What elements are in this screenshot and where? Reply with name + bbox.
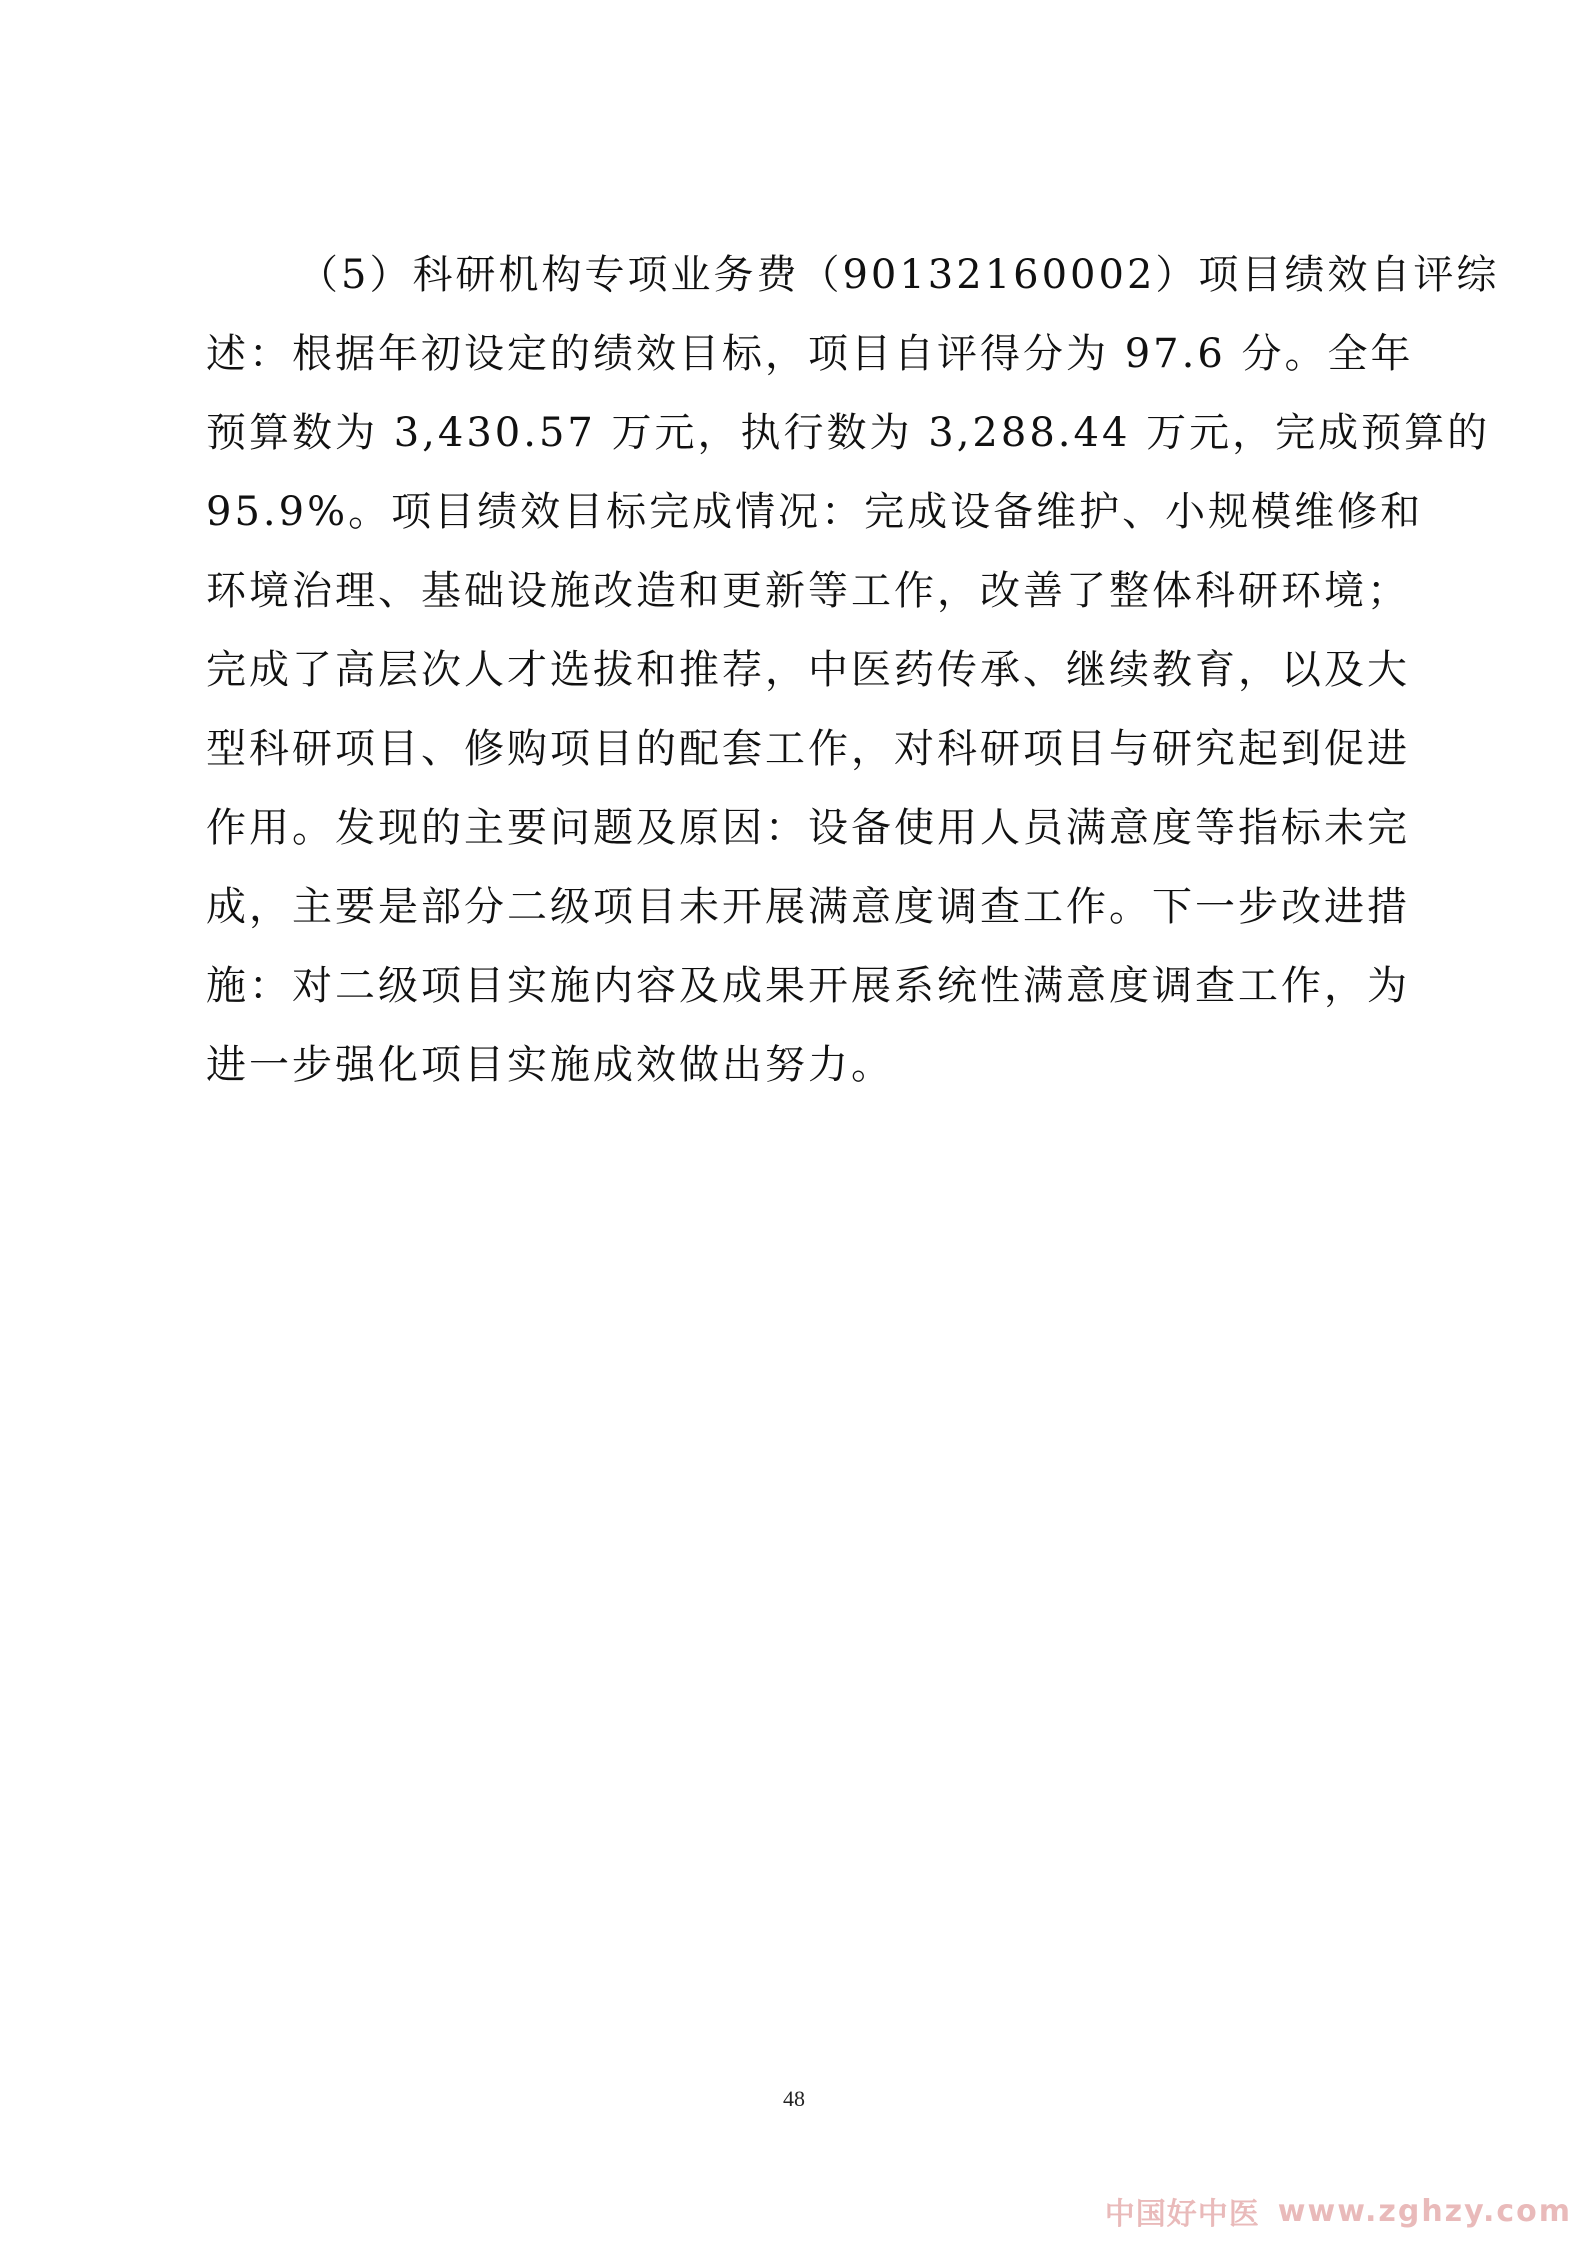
watermark-url: www.zghzy.com: [1277, 2193, 1572, 2229]
paragraph-line: 述：根据年初设定的绩效目标，项目自评得分为 97.6 分。全年: [206, 331, 1414, 377]
paragraph-line: 成，主要是部分二级项目未开展满意度调查工作。下一步改进措: [206, 884, 1410, 930]
paragraph-line: 预算数为 3,430.57 万元，执行数为 3,288.44 万元，完成预算的: [206, 410, 1491, 456]
site-watermark: [1105, 2189, 1572, 2233]
paragraph-line: 施：对二级项目实施内容及成果开展系统性满意度调查工作，为: [206, 963, 1410, 1009]
paragraph-line: 作用。发现的主要问题及原因：设备使用人员满意度等指标未完: [206, 805, 1410, 851]
paragraph-line: 环境治理、基础设施改造和更新等工作，改善了整体科研环境；: [206, 568, 1410, 614]
paragraph-line: 95.9%。项目绩效目标完成情况：完成设备维护、小规模维修和: [206, 489, 1424, 535]
paragraph-line: 型科研项目、修购项目的配套工作，对科研项目与研究起到促进: [206, 726, 1410, 772]
page-number: 48: [783, 2086, 805, 2111]
paragraph-line: （5）科研机构专项业务费（90132160002）项目绩效自评综: [298, 252, 1500, 298]
body-paragraph: [206, 236, 1500, 1105]
paragraph-line: 完成了高层次人才选拔和推荐，中医药传承、继续教育，以及大: [206, 647, 1410, 693]
watermark-name: 中国好中医: [1104, 2197, 1260, 2232]
paragraph-line: 进一步强化项目实施成效做出努力。: [206, 1042, 894, 1088]
